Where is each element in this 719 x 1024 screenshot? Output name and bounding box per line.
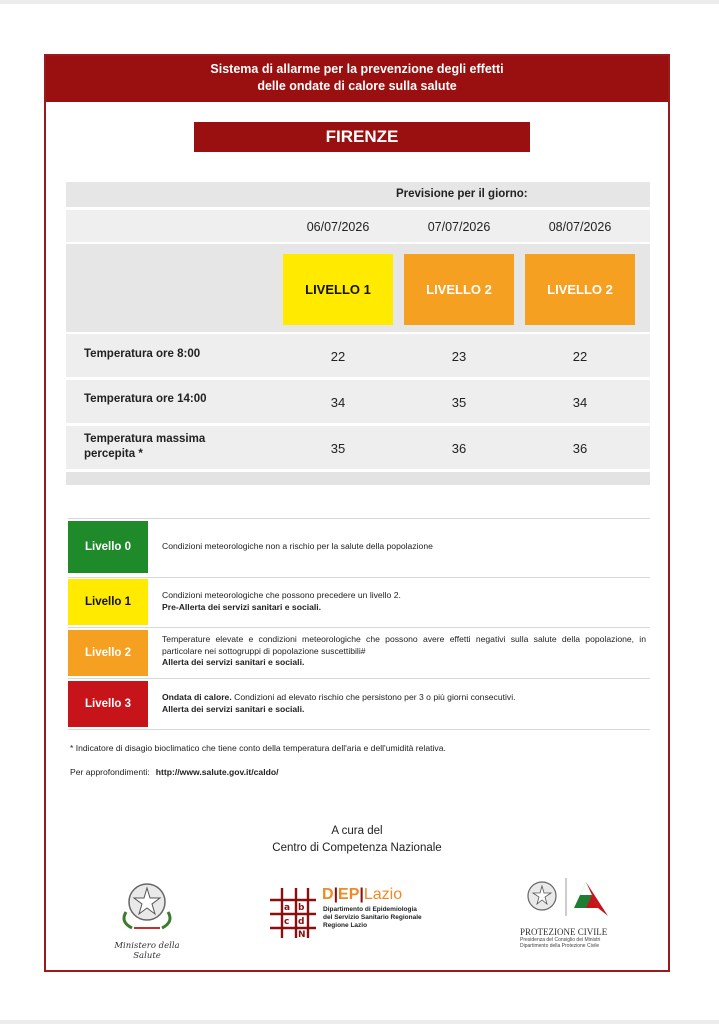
ministero-text: Ministero della Salute: [114, 941, 180, 961]
legend-description: [162, 590, 646, 613]
forecast-row-temp-8: [66, 334, 650, 377]
temperature-value: 36: [451, 441, 467, 456]
dep-lazio-logo: [268, 886, 448, 946]
legend-description: Condizioni meteorologiche non a rischio per la salute della popolazione: [162, 541, 433, 551]
legend-text: [162, 692, 646, 704]
legend-alert: Allerta dei servizi sanitari e sociali.: [162, 703, 305, 714]
level-badge: LIVELLO 2: [404, 254, 514, 325]
legend-row-0: [68, 518, 650, 578]
dep-subtitle: [323, 906, 422, 930]
dep-title: D|EP|Lazio: [322, 886, 403, 903]
bulletin-header: [46, 56, 668, 102]
legend-description: [162, 634, 646, 669]
ministero-salute-logo: [104, 878, 190, 961]
svg-text:a: a: [284, 903, 291, 913]
more-info: [70, 767, 279, 777]
legend-level-2: Livello 2: [68, 630, 148, 676]
dep-line-2: del Servizio Sanitario Regionale: [323, 914, 422, 921]
emblem-icon: [104, 878, 190, 934]
legend-text: Temperature elevate e condizioni meteorologiche che possono avere effetti negativi sulla salute della popolazione, in particolare nei sottogruppi di popolazione suscettibili#: [162, 634, 646, 656]
row-label: Temperatura ore 14:00: [84, 393, 207, 405]
protezione-sub-1: Presidenza del Consiglio dei Ministri: [520, 937, 601, 943]
forecast-date: 06/07/2026: [306, 220, 370, 234]
bulletin-page: [0, 4, 719, 1020]
dep-region: Lazio: [363, 886, 403, 903]
svg-text:d: d: [298, 917, 305, 927]
forecast-levels-row: [66, 244, 650, 332]
legend-text: Condizioni meteorologiche che possono precedere un livello 2.: [162, 590, 401, 600]
row-label: Temperatura ore 8:00: [84, 348, 201, 360]
more-info-label: Per approfondimenti:: [70, 767, 150, 777]
legend-text-normal: Condizioni ad elevato rischio che persistono per 3 o più giorni consecutivi.: [231, 692, 516, 702]
protezione-text: PROTEZIONE CIVILE: [520, 927, 608, 937]
forecast-dates-row: [66, 210, 650, 242]
svg-text:N: N: [298, 930, 306, 940]
level-badge: LIVELLO 1: [283, 254, 393, 325]
forecast-date: 08/07/2026: [548, 220, 612, 234]
dep-grid-icon: [268, 886, 318, 940]
protezione-sub-2: Dipartimento della Protezione Civile: [520, 943, 600, 949]
header-line-2: delle ondate di calore sulla salute: [257, 79, 457, 93]
protezione-civile-logo: [520, 876, 630, 956]
credits-line-2: Centro di Competenza Nazionale: [272, 842, 442, 854]
footnote: * Indicatore di disagio bioclimatico che tiene conto della temperatura dell'aria e dell'umidità relativa.: [70, 743, 446, 753]
row-label-line-1: Temperatura massima: [84, 433, 206, 445]
protezione-emblem-icon: [520, 876, 630, 920]
svg-text:b: b: [298, 903, 305, 913]
forecast-row-temp-14: [66, 380, 650, 423]
temperature-value: 35: [330, 441, 346, 456]
temperature-value: 22: [330, 349, 346, 364]
credits-line-1: A cura del: [331, 825, 383, 837]
temperature-value: 34: [572, 395, 588, 410]
row-label: [84, 432, 205, 462]
dep-line-3: Regione Lazio: [323, 922, 368, 929]
svg-text:c: c: [284, 917, 290, 927]
forecast-header-row: [66, 182, 650, 207]
temperature-value: 36: [572, 441, 588, 456]
legend-level-0: Livello 0: [68, 521, 148, 573]
forecast-title: Previsione per il giorno:: [396, 188, 528, 200]
legend-level-3: Livello 3: [68, 681, 148, 727]
protezione-subtitle: [520, 937, 630, 949]
temperature-value: 22: [572, 349, 588, 364]
bulletin-frame: [44, 54, 670, 972]
row-label-line-2: percepita *: [84, 448, 143, 460]
legend-row-3: [68, 679, 650, 730]
legend-alert: Pre-Allerta dei servizi sanitari e sociali.: [162, 601, 322, 612]
legend-level-1: Livello 1: [68, 579, 148, 625]
forecast-bottom-bar: [66, 472, 650, 485]
header-line-1: Sistema di allarme per la prevenzione degli effetti: [210, 62, 504, 76]
level-badge: LIVELLO 2: [525, 254, 635, 325]
dep-title-d: D: [322, 886, 334, 903]
temperature-value: 23: [451, 349, 467, 364]
forecast-row-temp-max: [66, 426, 650, 469]
credits: [46, 823, 668, 857]
legend-alert: Allerta dei servizi sanitari e sociali.: [162, 657, 305, 667]
legend-text-bold: Ondata di calore.: [162, 692, 232, 702]
temperature-value: 34: [330, 395, 346, 410]
temperature-value: 35: [451, 395, 467, 410]
city-title: FIRENZE: [194, 122, 530, 152]
legend-description: [162, 692, 646, 715]
more-info-link[interactable]: http://www.salute.gov.it/caldo/: [155, 767, 279, 777]
forecast-date: 07/07/2026: [427, 220, 491, 234]
legend-row-2: [68, 628, 650, 679]
dep-line-1: Dipartimento di Epidemiologia: [323, 906, 417, 913]
dep-title-ep: EP: [338, 886, 360, 903]
legend-row-1: [68, 577, 650, 628]
